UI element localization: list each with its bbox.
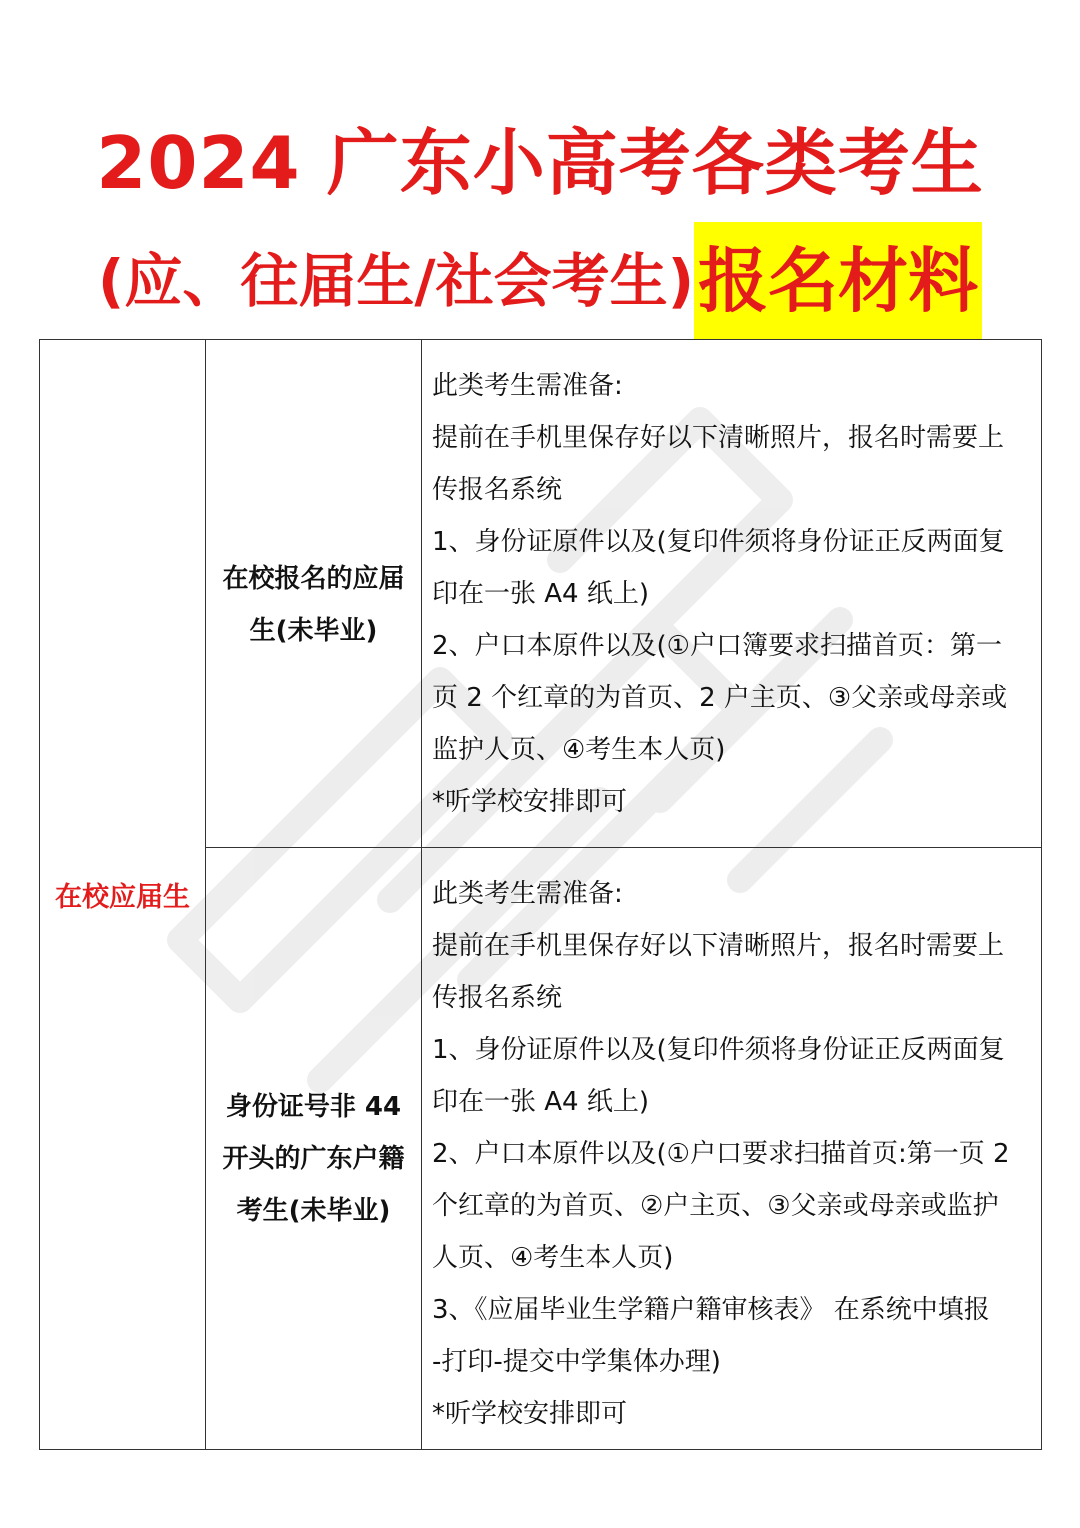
page-title: 2024 广东小高考各类考生 (96, 121, 984, 205)
requirement-line: 此类考生需准备: (432, 879, 623, 909)
subtitle-prefix: (应、往届生/社会考生) (97, 246, 695, 315)
table-row (206, 340, 1042, 848)
requirement-line: 提前在手机里保存好以下清晰照片，报名时需要上 (432, 423, 1005, 453)
category-label: 在校应届生 (55, 882, 190, 913)
subcategory-line: 考生(未毕业) (236, 1195, 391, 1226)
requirement-line: 此类考生需准备: (432, 371, 623, 401)
subcategory-line: 身份证号非 44 (225, 1091, 402, 1122)
requirement-line: *听学校安排即可 (432, 1399, 628, 1429)
requirement-line: 1、身份证原件以及(复印件须将身份证正反两面复 (432, 1035, 1005, 1065)
requirement-line: 监护人页、④考生本人页) (432, 735, 726, 765)
requirement-line: 1、身份证原件以及(复印件须将身份证正反两面复 (432, 527, 1005, 557)
requirement-line: 2、户口本原件以及(①户口簿要求扫描首页：第一 (432, 631, 1002, 661)
requirements-cell (432, 868, 1036, 1440)
requirement-line: 2、户口本原件以及(①户口要求扫描首页:第一页 2 (432, 1139, 1010, 1169)
requirement-line: 传报名系统 (432, 475, 563, 505)
subcategory-cell (206, 848, 422, 1449)
requirement-line: 个红章的为首页、②户主页、③父亲或母亲或监护 (432, 1191, 999, 1221)
requirement-line: -打印-提交中学集体办理) (432, 1347, 721, 1377)
subcategory-line: 开头的广东户籍 (222, 1143, 405, 1174)
subcategory-line: 在校报名的应届 (222, 563, 405, 594)
requirement-line: 印在一张 A4 纸上) (432, 579, 650, 609)
requirement-line: *听学校安排即可 (432, 787, 628, 817)
requirement-line: 印在一张 A4 纸上) (432, 1087, 650, 1117)
subcategory-line: 生(未毕业) (249, 615, 378, 646)
requirement-line: 人页、④考生本人页) (432, 1243, 674, 1273)
requirement-line: 页 2 个红章的为首页、2 户主页、③父亲或母亲或 (432, 683, 1008, 713)
subcategory-label (214, 553, 414, 657)
page-subtitle (0, 218, 1080, 340)
requirements-cell (432, 360, 1036, 828)
materials-table (39, 339, 1042, 1450)
subcategory-cell (206, 340, 422, 847)
requirement-line: 传报名系统 (432, 983, 563, 1013)
subcategory-label (214, 1081, 414, 1237)
subtitle-highlight: 报名材料 (694, 222, 982, 340)
category-cell (40, 340, 206, 1449)
table-row (206, 848, 1042, 1449)
requirement-line: 提前在手机里保存好以下清晰照片，报名时需要上 (432, 931, 1005, 961)
requirement-line: 3、《应届毕业生学籍户籍审核表》 在系统中填报 (432, 1295, 990, 1325)
